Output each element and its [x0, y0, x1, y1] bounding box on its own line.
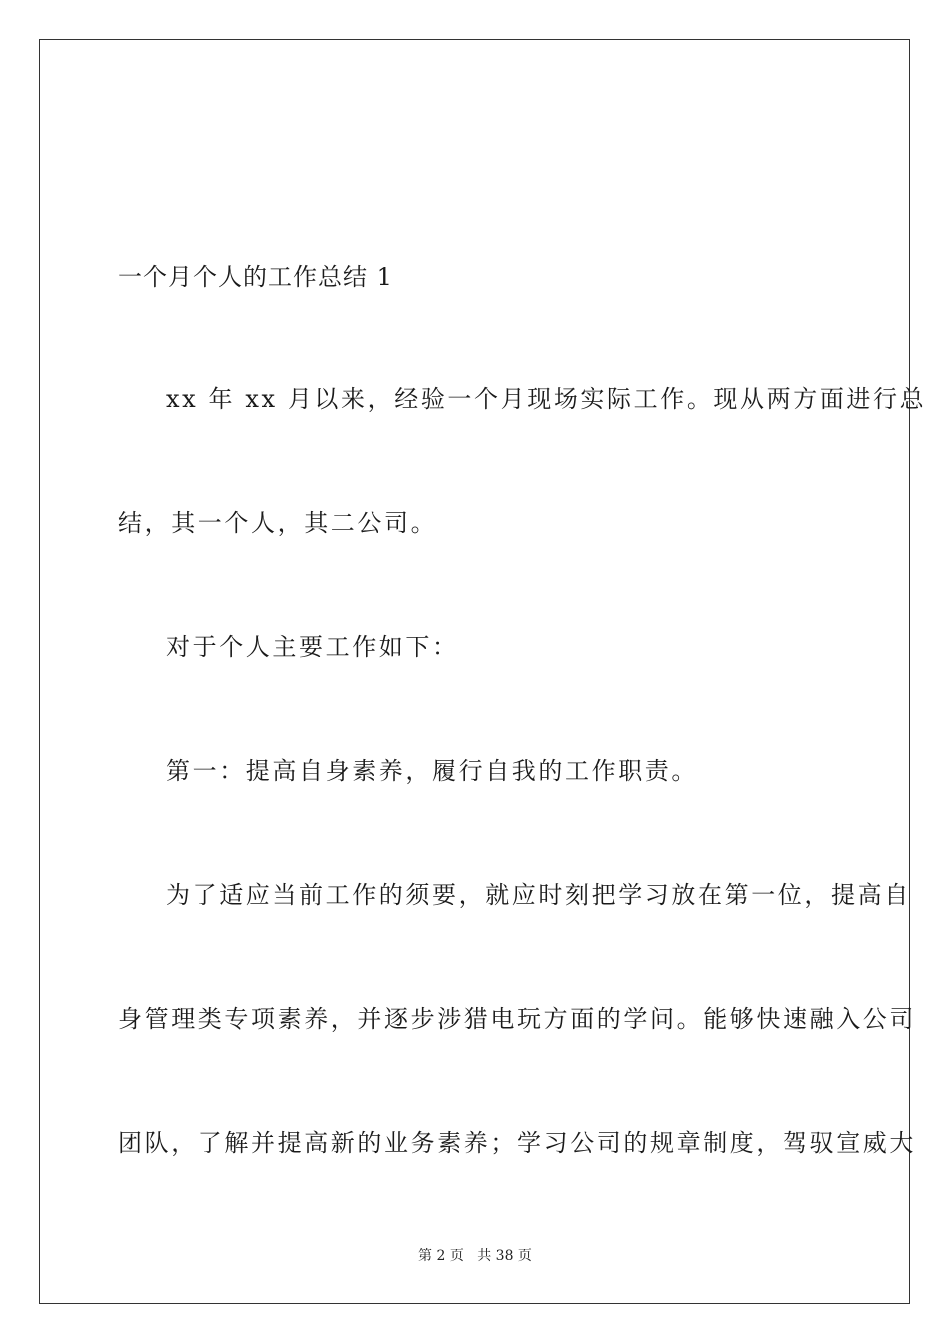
paragraph-line-4: 第一：提高自身素养，履行自我的工作职责。 — [166, 757, 698, 785]
page-border — [39, 39, 927, 1304]
page-footer — [0, 1246, 950, 1266]
paragraph-line-1: xx 年 xx 月以来，经验一个月现场实际工作。现从两方面进行总 — [166, 385, 927, 413]
document-title: 一个月个人的工作总结 1 — [118, 263, 393, 291]
paragraph-line-6: 身管理类专项素养，并逐步涉猎电玩方面的学问。能够快速融入公司 — [118, 1005, 916, 1033]
paragraph-line-7: 团队，了解并提高新的业务素养；学习公司的规章制度，驾驭宣威大 — [118, 1129, 916, 1157]
page-total: 共 38 页 — [477, 1248, 532, 1264]
paragraph-line-2: 结，其一个人，其二公司。 — [118, 509, 438, 537]
paragraph-line-5: 为了适应当前工作的须要，就应时刻把学习放在第一位，提高自 — [166, 881, 911, 909]
paragraph-line-3: 对于个人主要工作如下： — [166, 633, 459, 661]
page-number: 第 2 页 — [418, 1248, 464, 1264]
